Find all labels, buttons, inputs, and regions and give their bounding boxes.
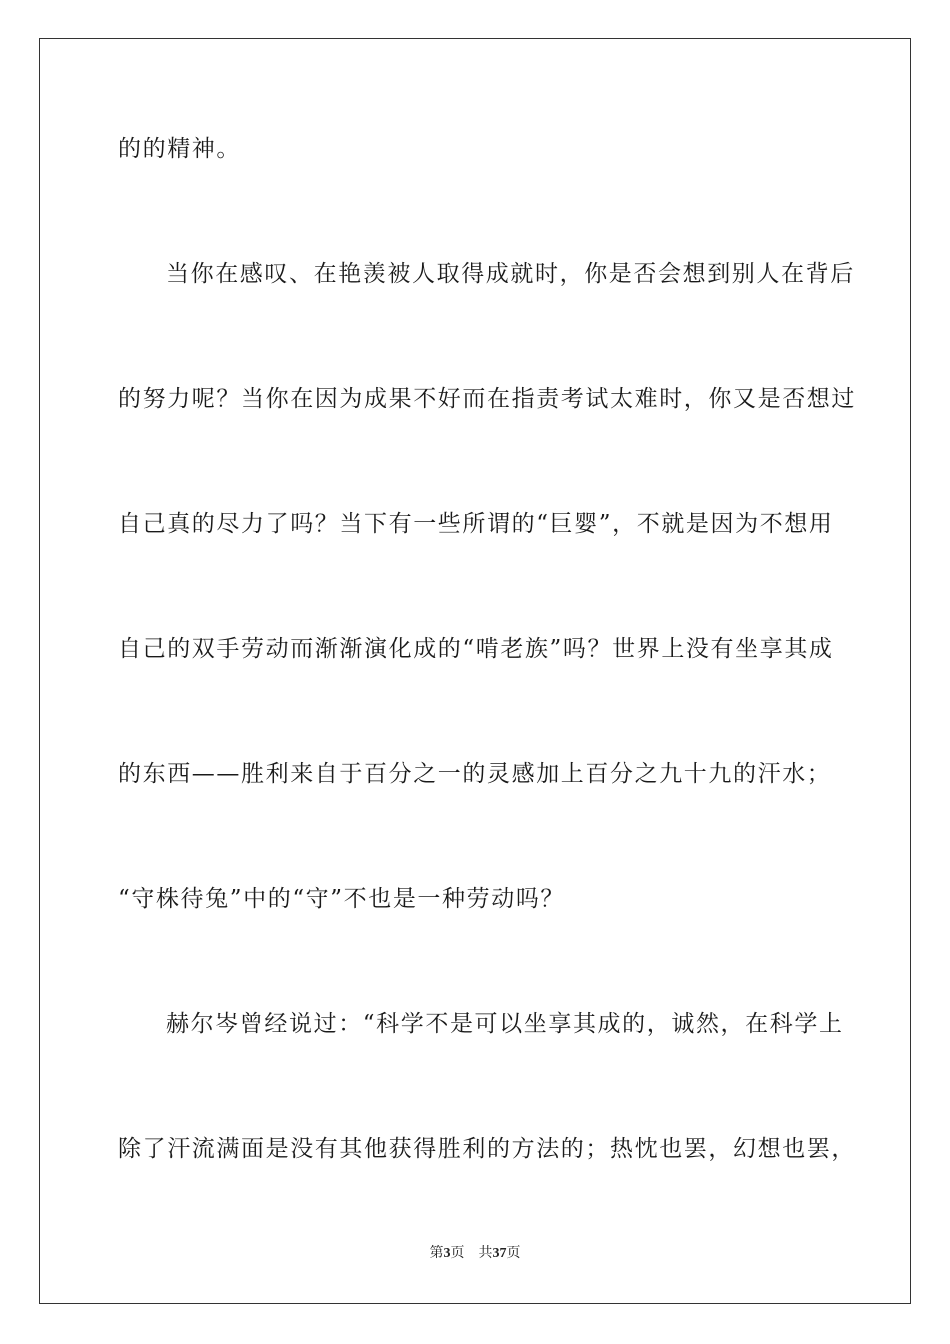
- paragraph-line-4: 自己真的尽力了吗？当下有一些所谓的“巨婴”，不就是因为不想用: [118, 511, 834, 537]
- page-border: [39, 38, 911, 1304]
- total-prefix: 共: [478, 1246, 493, 1261]
- paragraph-line-6: 的东西——胜利来自于百分之一的灵感加上百分之九十九的汗水；: [118, 761, 832, 787]
- paragraph-line-1: 的的精神。: [118, 136, 241, 162]
- paragraph-line-8: 赫尔岑曾经说过：“科学不是可以坐享其成的，诚然，在科学上: [166, 1011, 844, 1037]
- page-footer: [0, 1244, 950, 1264]
- paragraph-line-9: 除了汗流满面是没有其他获得胜利的方法的；热忱也罢，幻想也罢，: [118, 1136, 856, 1162]
- paragraph-line-5: 自己的双手劳动而渐渐演化成的“啃老族”吗？世界上没有坐享其成: [118, 636, 834, 662]
- paragraph-line-3: 的努力呢？当你在因为成果不好而在指责考试太难时，你又是否想过: [118, 386, 856, 412]
- total-suffix: 页: [506, 1246, 521, 1261]
- page-prefix: 第: [429, 1246, 444, 1261]
- paragraph-line-7: “守株待兔”中的“守”不也是一种劳动吗？: [118, 886, 566, 912]
- page-number: 3: [443, 1246, 451, 1261]
- page-suffix: 页: [450, 1246, 465, 1261]
- paragraph-line-2: 当你在感叹、在艳羡被人取得成就时，你是否会想到别人在背后: [166, 261, 855, 287]
- total-pages: 37: [492, 1246, 507, 1261]
